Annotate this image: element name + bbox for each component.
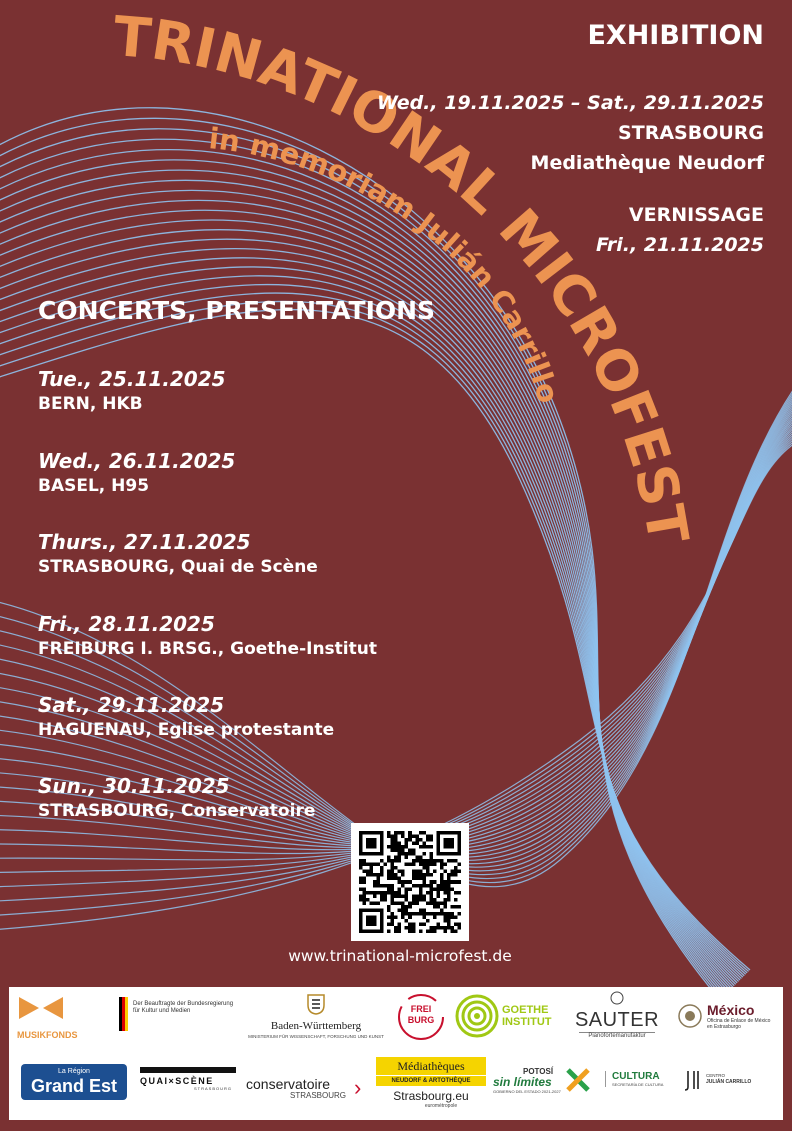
vernissage-date: Fri., 21.11.2025 bbox=[595, 234, 764, 256]
goethe-text-1: GOETHE bbox=[502, 1004, 549, 1016]
concerts-heading: CONCERTS, PRESENTATIONS bbox=[38, 296, 436, 325]
concert-place: HAGUENAU, Eglise protestante bbox=[38, 720, 335, 740]
concert-place: FREIBURG I. BRSG., Goethe-Institut bbox=[38, 639, 377, 659]
sauter-crest-icon bbox=[607, 991, 627, 1005]
baden-wuerttemberg-logo bbox=[241, 993, 391, 1039]
exhibition-heading: EXHIBITION bbox=[587, 20, 764, 51]
sponsor-logo-panel bbox=[9, 987, 783, 1120]
exhibition-venue: Mediathèque Neudorf bbox=[530, 152, 764, 174]
concert-date: Tue., 25.11.2025 bbox=[38, 367, 226, 391]
quai-sub: STRASBOURG bbox=[193, 1086, 232, 1091]
concert-date: Sat., 29.11.2025 bbox=[38, 693, 225, 717]
freiburg-text-2: BURG bbox=[407, 1015, 435, 1025]
website-link[interactable] bbox=[0, 947, 792, 965]
mediatheques-name: Médiathèques bbox=[376, 1057, 486, 1075]
bw-subtitle: MINISTERIUM FÜR WISSENSCHAFT, FORSCHUNG UND KUNST bbox=[248, 1034, 384, 1039]
potosi-logo bbox=[493, 1067, 593, 1094]
region-text-2: Grand Est bbox=[30, 1076, 118, 1096]
sauter-subtitle: Pianofortemanufaktur bbox=[579, 1032, 655, 1039]
mexico-sub-2: en Estrasburgo bbox=[707, 1024, 741, 1030]
concert-item bbox=[38, 448, 235, 498]
quai-text: QUAI×SCÈNE bbox=[140, 1076, 214, 1086]
vernissage-label: VERNISSAGE bbox=[628, 204, 764, 226]
concert-item bbox=[38, 611, 377, 661]
concert-item bbox=[38, 692, 334, 742]
conservatoire-name: conservatoire bbox=[246, 1076, 331, 1092]
conservatoire-chevron-icon: › bbox=[354, 1075, 362, 1100]
potosi-text-1: POTOSÍ bbox=[523, 1067, 554, 1076]
cultura-logo bbox=[605, 1071, 675, 1087]
freiburg-text-1: FREI bbox=[410, 1004, 432, 1014]
cultura-sub: SECRETARÍA DE CULTURA bbox=[612, 1082, 664, 1087]
vernissage-info bbox=[596, 200, 764, 260]
strasbourg-eu: Strasbourg.eu bbox=[393, 1089, 469, 1103]
mexico-name: México bbox=[707, 1002, 755, 1018]
qr-code[interactable] bbox=[351, 823, 469, 941]
goethe-rings-icon bbox=[455, 994, 499, 1038]
freiburg-logo bbox=[392, 991, 450, 1043]
bkm-line-2: für Kultur und Medien bbox=[133, 1008, 191, 1014]
concert-item bbox=[38, 366, 226, 416]
musikfonds-icon bbox=[17, 995, 65, 1021]
festival-title: TRINATIONAL MICROFEST bbox=[110, 3, 701, 549]
carrillo-text-1: CENTRO bbox=[706, 1073, 725, 1078]
concert-date: Wed., 26.11.2025 bbox=[38, 449, 236, 473]
concert-date: Sun., 30.11.2025 bbox=[38, 774, 230, 798]
goethe-text-2: INSTITUT bbox=[502, 1016, 552, 1028]
carrillo-text bbox=[706, 1073, 751, 1085]
carrillo-text-2: JULIÁN CARRILLO bbox=[706, 1079, 752, 1085]
cultura-name: CULTURA bbox=[612, 1071, 660, 1082]
concert-place: BASEL, H95 bbox=[38, 476, 150, 496]
potosi-x-icon bbox=[565, 1067, 591, 1093]
bkm-line-1: Der Beauftragte der Bundesregierung bbox=[133, 1001, 234, 1007]
exhibition-city: STRASBOURG bbox=[618, 122, 764, 144]
bw-name: Baden-Württemberg bbox=[270, 1020, 362, 1032]
concert-item bbox=[38, 529, 318, 579]
region-text-1: La Région bbox=[58, 1068, 90, 1075]
musikfonds-label: MUSIKFONDS bbox=[17, 1030, 78, 1040]
conservatoire-logo bbox=[246, 1077, 366, 1100]
concert-date: Thurs., 27.11.2025 bbox=[38, 530, 251, 554]
mexico-text bbox=[707, 1003, 770, 1030]
festival-subtitle: in memoriam Julián Carrillo bbox=[207, 121, 566, 407]
musikfonds-logo bbox=[17, 995, 97, 1040]
potosi-text-2: sin límites bbox=[493, 1075, 552, 1089]
carrillo-emblem-icon bbox=[684, 1069, 702, 1091]
mexico-seal-icon bbox=[677, 1003, 703, 1029]
coat-of-arms-icon bbox=[303, 993, 329, 1015]
concert-place: STRASBOURG, Conservatoire bbox=[38, 801, 316, 821]
concert-place: BERN, HKB bbox=[38, 394, 143, 414]
region-grand-est-logo bbox=[21, 1064, 127, 1100]
sauter-name: SAUTER bbox=[574, 1009, 660, 1031]
exhibition-info bbox=[377, 88, 764, 178]
concert-item bbox=[38, 773, 315, 823]
mediatheques-logo bbox=[376, 1057, 486, 1109]
exhibition-dates: Wed., 19.11.2025 – Sat., 29.11.2025 bbox=[376, 92, 764, 114]
website-url[interactable]: www.trinational-microfest.de bbox=[288, 947, 512, 965]
potosi-sub: GOBIERNO DEL ESTADO 2021-2027 bbox=[493, 1089, 561, 1094]
goethe-text bbox=[502, 1004, 552, 1028]
eurometropole: eurométropole bbox=[424, 1103, 458, 1109]
mexico-sub-1: Oficina de Enlace de México bbox=[707, 1018, 771, 1024]
quai-de-scene-logo bbox=[140, 1067, 240, 1091]
concert-date: Fri., 28.11.2025 bbox=[38, 612, 215, 636]
goethe-institut-logo bbox=[455, 992, 565, 1042]
sauter-logo bbox=[565, 991, 669, 1039]
concert-place: STRASBOURG, Quai de Scène bbox=[38, 557, 318, 577]
qr-code-icon bbox=[359, 831, 461, 933]
neudorf-text: NEUDORF & ARTOTHÈQUE bbox=[376, 1076, 486, 1086]
conservatoire-sub: STRASBOURG bbox=[290, 1091, 347, 1100]
freiburg-text bbox=[392, 1004, 450, 1026]
